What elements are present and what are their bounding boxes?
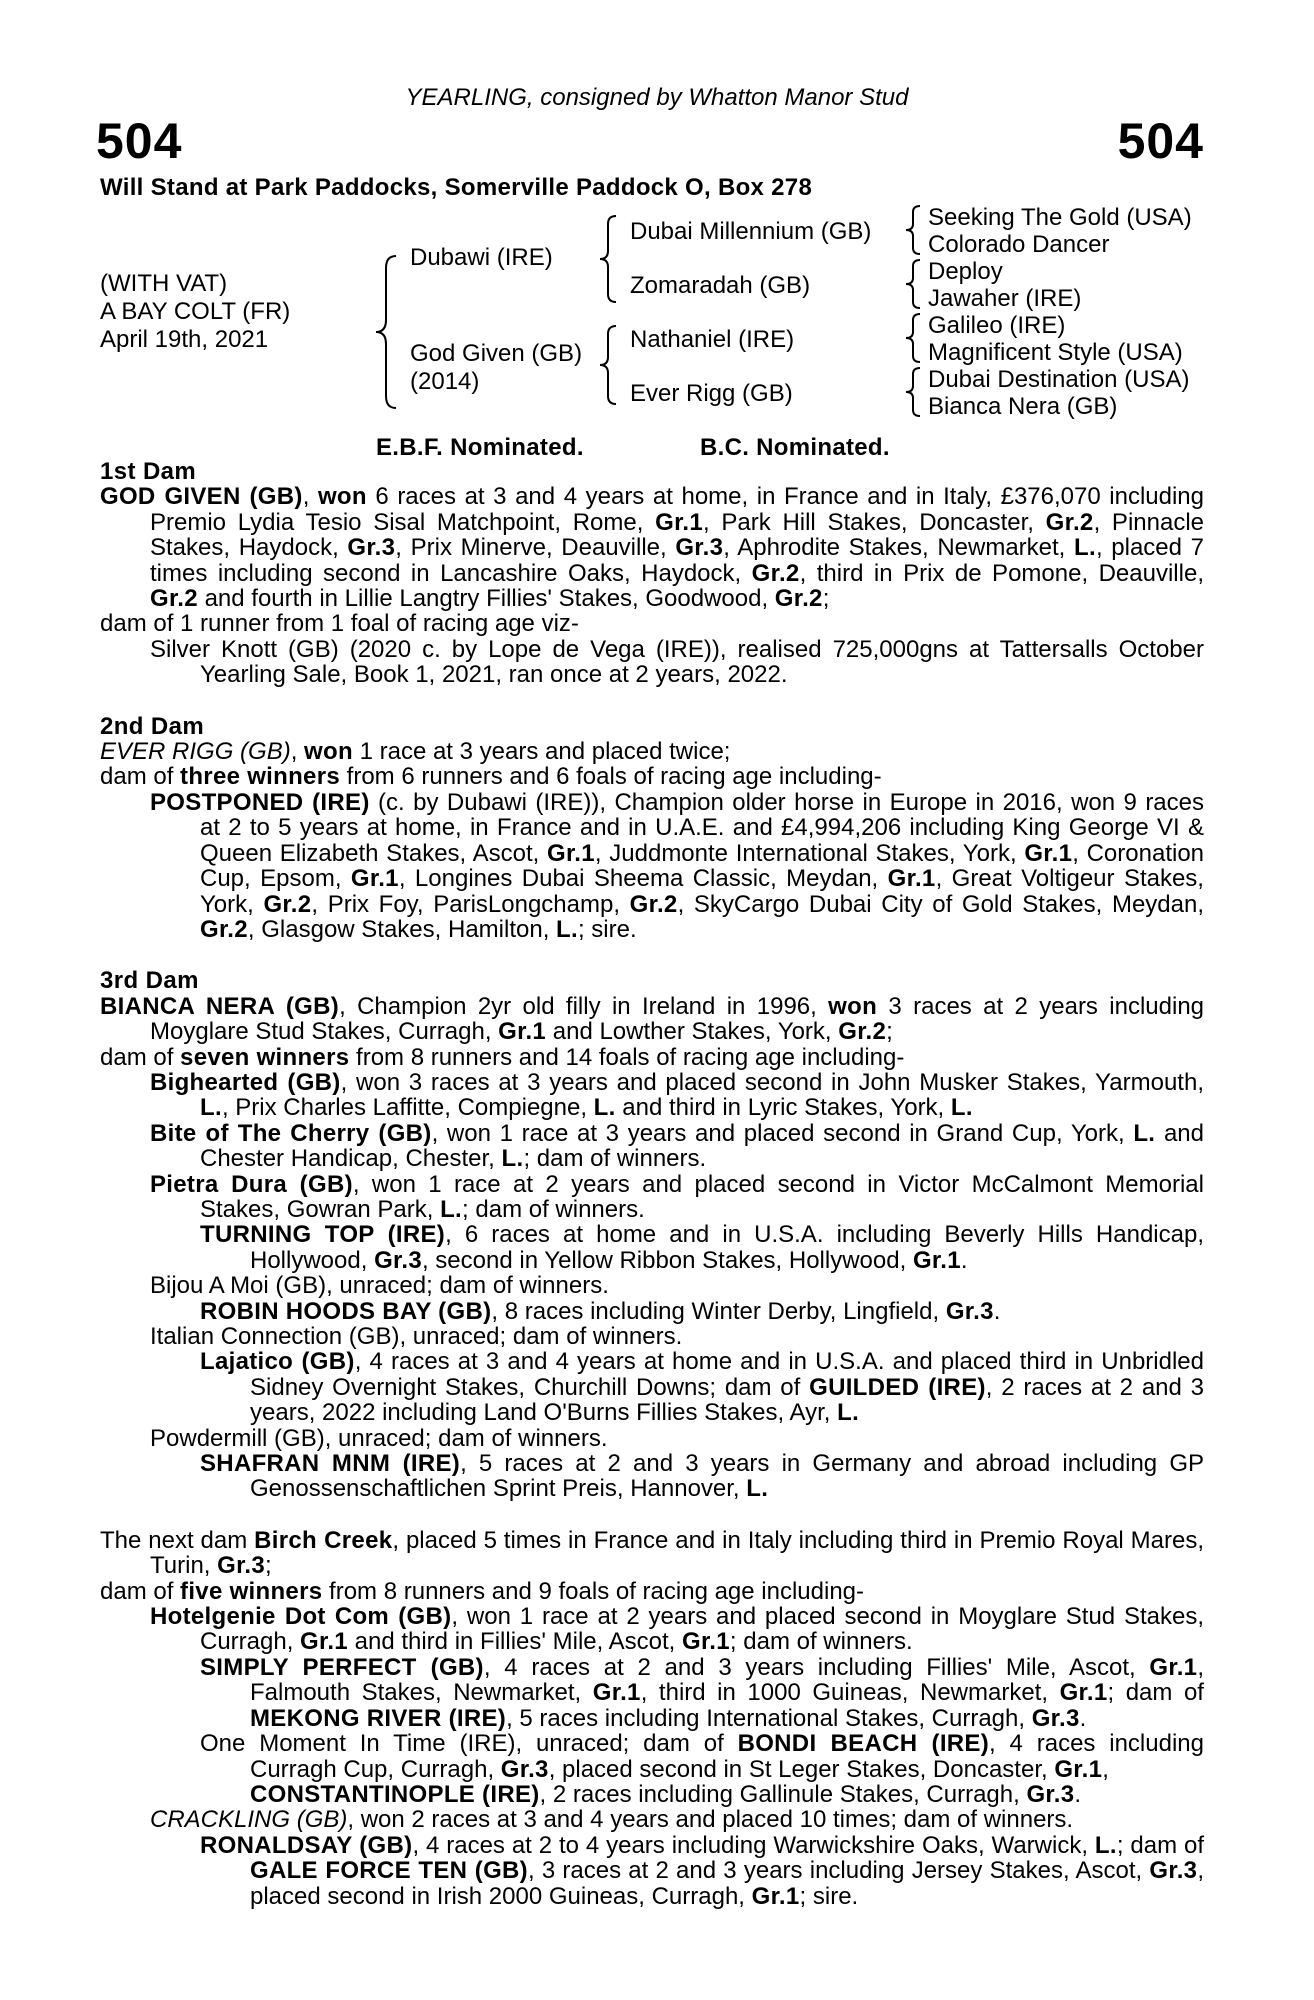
pedigree-gg-7: Dubai Destination (USA) bbox=[928, 366, 1190, 393]
pedigree-dam-year: (2014) bbox=[410, 368, 480, 395]
pedigree-sire-sire: Dubai Millennium (GB) bbox=[630, 218, 872, 245]
next-dam-entry: The next dam Birch Creek, placed 5 times in France and in Italy including third in Premio Royal Mares, Turin, Gr.3; bbox=[100, 1526, 1204, 1580]
second-dam-heading: 2nd Dam bbox=[100, 712, 205, 740]
vat-note: (WITH VAT) bbox=[100, 270, 228, 297]
next-dam-foals: dam of five winners from 8 runners and 9 foals of racing age including- bbox=[100, 1577, 865, 1605]
pedigree-gg-6: Magnificent Style (USA) bbox=[928, 339, 1183, 366]
progeny-bijou-a-moi: Bijou A Moi (GB), unraced; dam of winners. bbox=[150, 1272, 609, 1300]
pedigree-dam: God Given (GB) bbox=[410, 340, 583, 367]
third-dam-entry: BIANCA NERA (GB), Champion 2yr old filly in Ireland in 1996, won 3 races at 2 years including Moyglare Stud Stakes, Curragh, Gr.1 and Lowther Stakes, York, Gr.2; bbox=[100, 992, 1205, 1046]
progeny-silver-knott: Silver Knott (GB) (2020 c. by Lope de Vega (IRE)), realised 725,000gns at Tattersalls October Yearling Sale, Book 1, 2021, ran once at 2 years, 2022. bbox=[150, 635, 1204, 689]
pedigree-brace-dam bbox=[596, 324, 620, 406]
pedigree-sire: Dubawi (IRE) bbox=[410, 244, 553, 271]
progeny-ronaldsay: RONALDSAY (GB), 4 races at 2 to 4 years including Warwickshire Oaks, Warwick, L.; dam of GALE FORCE TEN (GB), 3 races at 2 and 3 years including Jersey Stakes, Ascot, Gr.3, placed second in Irish 2000 Guineas, Curragh, Gr.1; sire. bbox=[200, 1831, 1204, 1910]
progeny-lajatico: Lajatico (GB), 4 races at 3 and 4 years at home and in U.S.A. and placed third in Unbridled Sidney Overnight Stakes, Churchill Downs; dam of GUILDED (IRE), 2 races at 2 and 3 years, 2022 including Land O'Burns Fillies Stakes, Ayr, L. bbox=[200, 1348, 1204, 1427]
ebf-nomination: E.B.F. Nominated. bbox=[376, 434, 584, 461]
first-dam-entry: GOD GIVEN (GB), won 6 races at 3 and 4 years at home, in France and in Italy, £376,070 including Premio Lydia Tesio Sisal Matchpoint, Rome, Gr.1, Park Hill Stakes, Doncaster, Gr.2, Pinnacle Stakes, Haydock, Gr.3, Prix Minerve, Deauville, Gr.3, Aphrodite Stakes, Newmarket, L., placed 7 times including second in Lancashire Oaks, Haydock, Gr.2, third in Prix de Pomone, Deauville, Gr.2 and fourth in Lillie Langtry Fillies' Stakes, Goodwood, Gr.2; bbox=[100, 483, 1205, 613]
stand-location: Will Stand at Park Paddocks, Somerville Paddock O, Box 278 bbox=[100, 174, 813, 201]
lot-number-left: 504 bbox=[96, 113, 183, 169]
pedigree-gg-3: Deploy bbox=[928, 258, 1003, 285]
horse-name: A BAY COLT (FR) bbox=[100, 298, 291, 325]
pedigree-brace-gs1 bbox=[902, 204, 926, 256]
pedigree-brace-sire bbox=[596, 214, 620, 304]
second-dam-foals: dam of three winners from 6 runners and 6 foals of racing age including- bbox=[100, 763, 882, 791]
pedigree-sire-dam: Zomaradah (GB) bbox=[630, 272, 811, 299]
lot-number-right: 504 bbox=[1117, 113, 1204, 169]
first-dam-heading: 1st Dam bbox=[100, 458, 197, 485]
third-dam-heading: 3rd Dam bbox=[100, 967, 199, 995]
progeny-one-moment-in-time: One Moment In Time (IRE), unraced; dam of BONDI BEACH (IRE), 4 races including Curragh Cup, Curragh, Gr.3, placed second in St Leger Stakes, Doncaster, Gr.1, bbox=[200, 1730, 1204, 1783]
foaling-date: April 19th, 2021 bbox=[100, 326, 269, 353]
pedigree-gg-5: Galileo (IRE) bbox=[928, 312, 1066, 339]
progeny-bite-of-the-cherry: Bite of The Cherry (GB), won 1 race at 3 years and placed second in Grand Cup, York, L. and Chester Handicap, Chester, L.; dam of winners. bbox=[150, 1119, 1204, 1173]
second-dam-entry: EVER RIGG (GB), won 1 race at 3 years and placed twice; bbox=[100, 738, 731, 766]
pedigree-gg-8: Bianca Nera (GB) bbox=[928, 393, 1118, 420]
progeny-turning-top: TURNING TOP (IRE), 6 races at home and in U.S.A. including Beverly Hills Handicap, Hollywood, Gr.3, second in Yellow Ribbon Stakes, Hollywood, Gr.1. bbox=[200, 1221, 1204, 1274]
progeny-postponed: POSTPONED (IRE) (c. by Dubawi (IRE)), Champion older horse in Europe in 2016, won 9 races at 2 to 5 years at home, in France and in U.A.E. and £4,994,206 including King George VI & Queen Elizabeth Stakes, Ascot, Gr.1, Juddmonte International Stakes, York, Gr.1, Coronation Cup, Epsom, Gr.1, Longines Dubai Sheema Classic, Meydan, Gr.1, Great Voltigeur Stakes, York, Gr.2, Prix Foy, ParisLongchamp, Gr.2, SkyCargo Dubai City of Gold Stakes, Meydan, Gr.2, Glasgow Stakes, Hamilton, L.; sire. bbox=[150, 788, 1205, 943]
pedigree-dam-sire: Nathaniel (IRE) bbox=[630, 326, 795, 353]
progeny-powdermill: Powdermill (GB), unraced; dam of winners. bbox=[150, 1424, 608, 1452]
progeny-simply-perfect: SIMPLY PERFECT (GB), 4 races at 2 and 3 years including Fillies' Mile, Ascot, Gr.1, Falmouth Stakes, Newmarket, Gr.1, third in 1000 Guineas, Newmarket, Gr.1; dam of MEKONG RIVER (IRE), 5 races including International Stakes, Curragh, Gr.3. bbox=[200, 1653, 1204, 1732]
produce-record bbox=[100, 459, 1204, 1909]
pedigree-gg-4: Jawaher (IRE) bbox=[928, 285, 1082, 312]
pedigree-brace-main bbox=[372, 254, 402, 410]
progeny-italian-connection: Italian Connection (GB), unraced; dam of winners. bbox=[150, 1323, 683, 1350]
third-dam-foals: dam of seven winners from 8 runners and 14 foals of racing age including- bbox=[100, 1043, 905, 1071]
progeny-bighearted: Bighearted (GB), won 3 races at 3 years and placed second in John Musker Stakes, Yarmouth, L., Prix Charles Laffitte, Compiegne, L. and third in Lyric Stakes, York, L. bbox=[150, 1068, 1204, 1122]
progeny-pietra-dura: Pietra Dura (GB), won 1 race at 2 years and placed second in Victor McCalmont Memorial Stakes, Gowran Park, L.; dam of winners. bbox=[150, 1170, 1204, 1223]
pedigree-brace-gs3 bbox=[902, 312, 926, 364]
consignment-line: YEARLING, consigned by Whatton Manor Stud bbox=[405, 84, 909, 111]
first-dam-foals: dam of 1 runner from 1 foal of racing age viz- bbox=[100, 610, 579, 638]
progeny-constantinople: CONSTANTINOPLE (IRE), 2 races including Gallinule Stakes, Curragh, Gr.3. bbox=[250, 1780, 1082, 1808]
progeny-shafran-mnm: SHAFRAN MNM (IRE), 5 races at 2 and 3 years in Germany and abroad including GP Genossenschaftlichen Sprint Preis, Hannover, L. bbox=[200, 1450, 1204, 1503]
pedigree-gg-1: Seeking The Gold (USA) bbox=[928, 204, 1192, 231]
progeny-crackling: CRACKLING (GB), won 2 races at 3 and 4 years and placed 10 times; dam of winners. bbox=[150, 1806, 1074, 1834]
pedigree-gg-2: Colorado Dancer bbox=[928, 231, 1110, 258]
pedigree-dam-dam: Ever Rigg (GB) bbox=[630, 380, 793, 407]
progeny-robin-hoods-bay: ROBIN HOODS BAY (GB), 8 races including Winter Derby, Lingfield, Gr.3. bbox=[200, 1297, 1001, 1325]
bc-nomination: B.C. Nominated. bbox=[700, 434, 890, 461]
pedigree-brace-gs2 bbox=[902, 258, 926, 310]
progeny-hotelgenie-dot-com: Hotelgenie Dot Com (GB), won 1 race at 2 years and placed second in Moyglare Stud Stakes, Curragh, Gr.1 and third in Fillies' Mile, Ascot, Gr.1; dam of winners. bbox=[150, 1603, 1205, 1656]
pedigree-brace-gs4 bbox=[902, 366, 926, 418]
